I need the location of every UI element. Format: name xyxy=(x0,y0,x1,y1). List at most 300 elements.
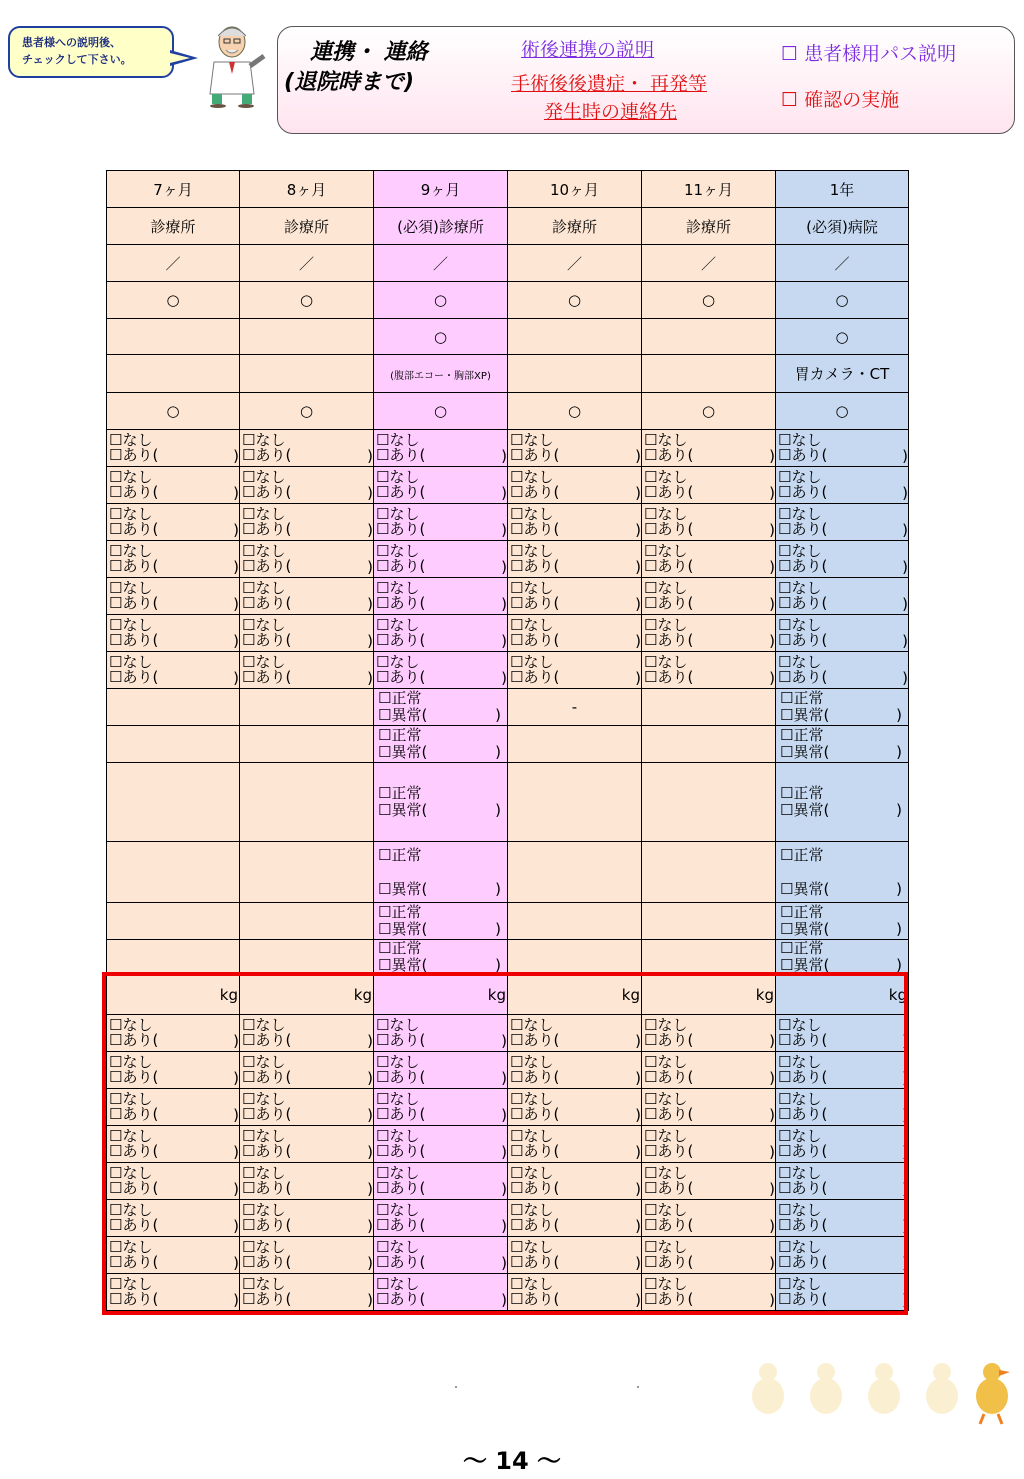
none-checkbox-label: ☐なし xyxy=(109,1016,153,1034)
exam-type-cell xyxy=(240,355,374,393)
paren-close: ) xyxy=(896,706,902,724)
yes-checkbox-label: ☐あり( xyxy=(376,446,426,464)
facility-label: 診療所 xyxy=(685,217,731,236)
yes-checkbox-label: ☐あり( xyxy=(242,446,292,464)
circle-cell xyxy=(508,393,642,430)
paren-close: ) xyxy=(367,1106,373,1124)
yes-checkbox-label: ☐あり( xyxy=(778,446,828,464)
none-checkbox-label: ☐なし xyxy=(376,542,420,560)
none-checkbox-label: ☐なし xyxy=(109,653,153,671)
paren-close: ) xyxy=(896,956,902,974)
paren-close: ) xyxy=(635,1291,641,1309)
none-checkbox-label: ☐なし xyxy=(778,616,822,634)
none-checkbox-label: ☐なし xyxy=(644,1053,688,1071)
none-checkbox-label: ☐なし xyxy=(242,468,286,486)
yes-checkbox-label: ☐あり( xyxy=(644,520,694,538)
circle-mark: ○ xyxy=(835,327,849,346)
none-checkbox-label: ☐なし xyxy=(376,1016,420,1034)
circle-mark: ○ xyxy=(166,402,180,420)
yes-checkbox-label: ☐あり( xyxy=(644,1179,694,1197)
none-checkbox-label: ☐なし xyxy=(376,1127,420,1145)
month-header xyxy=(107,171,240,208)
none-checkbox-label: ☐なし xyxy=(778,431,822,449)
slash-mark: ／ xyxy=(432,254,448,273)
none-yes-check-cell[interactable] xyxy=(642,430,776,467)
paren-close: ) xyxy=(501,1254,507,1272)
normal-checkbox-label: ☐正常 xyxy=(378,689,422,707)
yes-checkbox-label: ☐あり( xyxy=(778,557,828,575)
exam-type-cell xyxy=(776,355,909,393)
normal-abnormal-cell[interactable] xyxy=(374,689,508,726)
none-checkbox-label: ☐なし xyxy=(510,1053,554,1071)
none-yes-check-cell[interactable] xyxy=(374,578,508,615)
circle-mark: ○ xyxy=(299,291,314,309)
paren-close: ) xyxy=(635,1106,641,1124)
kg-unit: kg xyxy=(353,985,372,1004)
normal-abnormal-cell[interactable] xyxy=(776,726,909,763)
normal-abnormal-cell xyxy=(240,726,374,763)
yes-checkbox-label: ☐あり( xyxy=(510,483,560,501)
paren-close: ) xyxy=(635,1217,641,1235)
normal-abnormal-cell[interactable] xyxy=(374,940,508,975)
none-checkbox-label: ☐なし xyxy=(242,616,286,634)
abnormal-checkbox-label: ☐異常( xyxy=(780,706,830,724)
confirmation-checkbox[interactable]: ☐ 確認の実施 xyxy=(781,89,900,111)
paren-close: ) xyxy=(769,1032,775,1050)
normal-abnormal-cell xyxy=(107,903,240,940)
none-yes-check-cell[interactable] xyxy=(508,430,642,467)
slash-mark: ／ xyxy=(566,254,582,273)
none-checkbox-label: ☐なし xyxy=(109,1053,153,1071)
paren-close: ) xyxy=(367,595,373,613)
paren-close: ) xyxy=(501,484,507,502)
normal-abnormal-cell[interactable] xyxy=(776,842,909,903)
normal-abnormal-cell xyxy=(508,689,642,726)
paren-close: ) xyxy=(501,632,507,650)
none-yes-check-cell[interactable] xyxy=(642,541,776,578)
none-yes-check-cell[interactable] xyxy=(508,615,642,652)
none-yes-check-cell[interactable] xyxy=(107,615,240,652)
yes-checkbox-label: ☐あり( xyxy=(778,1179,828,1197)
paren-close: ) xyxy=(233,521,239,539)
none-yes-check-cell[interactable] xyxy=(508,541,642,578)
none-yes-check-cell[interactable] xyxy=(240,430,374,467)
none-checkbox-label: ☐なし xyxy=(109,579,153,597)
abnormal-checkbox-label: ☐異常( xyxy=(780,920,830,938)
yes-checkbox-label: ☐あり( xyxy=(510,668,560,686)
kg-unit: kg xyxy=(621,985,640,1004)
paren-close: ) xyxy=(635,1069,641,1087)
paren-close: ) xyxy=(635,669,641,687)
paren-close: ) xyxy=(769,447,775,465)
none-yes-check-cell[interactable] xyxy=(107,652,240,689)
none-yes-check-cell[interactable] xyxy=(107,430,240,467)
duck-illustration-icon xyxy=(740,1352,1020,1428)
postop-coordination-link[interactable]: 術後連携の説明 xyxy=(521,39,655,61)
none-checkbox-label: ☐なし xyxy=(510,431,554,449)
none-yes-check-cell[interactable] xyxy=(107,578,240,615)
abnormal-checkbox-label: ☐異常( xyxy=(378,743,428,761)
none-checkbox-label: ☐なし xyxy=(778,1164,822,1182)
doctor-illustration-icon xyxy=(196,22,268,108)
yes-checkbox-label: ☐あり( xyxy=(510,1216,560,1234)
paren-close: ) xyxy=(501,1032,507,1050)
normal-abnormal-cell[interactable] xyxy=(776,903,909,940)
yes-checkbox-label: ☐あり( xyxy=(510,446,560,464)
paren-close: ) xyxy=(233,1069,239,1087)
none-checkbox-label: ☐なし xyxy=(510,1238,554,1256)
circle-mark: ○ xyxy=(166,291,180,309)
none-checkbox-label: ☐なし xyxy=(242,1201,286,1219)
month-header xyxy=(776,171,909,208)
none-checkbox-label: ☐なし xyxy=(510,1275,554,1293)
paren-close: ) xyxy=(902,1291,908,1309)
none-checkbox-label: ☐なし xyxy=(242,542,286,560)
none-yes-check-cell[interactable] xyxy=(776,430,909,467)
yes-checkbox-label: ☐あり( xyxy=(644,631,694,649)
paren-close: ) xyxy=(233,669,239,687)
yes-checkbox-label: ☐あり( xyxy=(109,557,159,575)
yes-checkbox-label: ☐あり( xyxy=(510,631,560,649)
yes-checkbox-label: ☐あり( xyxy=(510,594,560,612)
yes-checkbox-label: ☐あり( xyxy=(376,1179,426,1197)
paren-close: ) xyxy=(635,447,641,465)
paren-close: ) xyxy=(367,1143,373,1161)
none-checkbox-label: ☐なし xyxy=(510,1201,554,1219)
yes-checkbox-label: ☐あり( xyxy=(376,1142,426,1160)
kg-unit: kg xyxy=(487,985,506,1004)
none-checkbox-label: ☐なし xyxy=(778,1275,822,1293)
none-checkbox-label: ☐なし xyxy=(242,1238,286,1256)
normal-abnormal-cell[interactable] xyxy=(374,763,508,842)
normal-abnormal-cell[interactable] xyxy=(374,726,508,763)
yes-checkbox-label: ☐あり( xyxy=(242,1105,292,1123)
paren-close: ) xyxy=(896,920,902,938)
none-checkbox-label: ☐なし xyxy=(644,1090,688,1108)
normal-checkbox-label: ☐正常 xyxy=(780,726,824,744)
highlight-frame xyxy=(102,972,908,1315)
yes-checkbox-label: ☐あり( xyxy=(242,1068,292,1086)
none-yes-check-cell[interactable] xyxy=(107,504,240,541)
yes-checkbox-label: ☐あり( xyxy=(242,483,292,501)
circle-cell xyxy=(776,393,909,430)
complication-contact-link[interactable]: 手術後後遺症・ 再発等 xyxy=(511,73,708,95)
paren-close: ) xyxy=(769,558,775,576)
circle-mark: ○ xyxy=(433,402,448,420)
none-yes-check-cell[interactable] xyxy=(642,504,776,541)
none-checkbox-label: ☐なし xyxy=(109,1127,153,1145)
yes-checkbox-label: ☐あり( xyxy=(376,1105,426,1123)
none-yes-check-cell[interactable] xyxy=(642,467,776,504)
abnormal-checkbox-label: ☐異常( xyxy=(780,743,830,761)
circle-cell xyxy=(642,282,776,319)
paren-close: ) xyxy=(367,558,373,576)
slash-cell xyxy=(240,245,374,282)
paren-close: ) xyxy=(896,743,902,761)
paren-close: ) xyxy=(769,632,775,650)
none-checkbox-label: ☐なし xyxy=(644,1016,688,1034)
none-yes-check-cell[interactable] xyxy=(776,541,909,578)
paren-close: ) xyxy=(902,1254,908,1272)
yes-checkbox-label: ☐あり( xyxy=(109,1216,159,1234)
none-yes-check-cell[interactable] xyxy=(776,615,909,652)
none-yes-check-cell[interactable] xyxy=(107,541,240,578)
circle-mark: ○ xyxy=(567,402,582,420)
normal-abnormal-cell xyxy=(508,903,642,940)
slash-cell xyxy=(374,245,508,282)
kg-unit: kg xyxy=(219,985,238,1004)
none-checkbox-label: ☐なし xyxy=(242,1275,286,1293)
yes-checkbox-label: ☐あり( xyxy=(510,1105,560,1123)
normal-abnormal-cell[interactable] xyxy=(776,763,909,842)
none-yes-check-cell[interactable] xyxy=(508,652,642,689)
none-yes-check-cell[interactable] xyxy=(508,578,642,615)
none-checkbox-label: ☐なし xyxy=(644,579,688,597)
yes-checkbox-label: ☐あり( xyxy=(510,557,560,575)
yes-checkbox-label: ☐あり( xyxy=(644,483,694,501)
yes-checkbox-label: ☐あり( xyxy=(109,1142,159,1160)
yes-checkbox-label: ☐あり( xyxy=(778,1068,828,1086)
yes-checkbox-label: ☐あり( xyxy=(376,1253,426,1271)
paren-close: ) xyxy=(233,632,239,650)
none-yes-check-cell[interactable] xyxy=(240,467,374,504)
yes-checkbox-label: ☐あり( xyxy=(510,520,560,538)
yes-checkbox-label: ☐あり( xyxy=(242,1290,292,1308)
none-checkbox-label: ☐なし xyxy=(376,1238,420,1256)
exam-required-cell xyxy=(642,319,776,355)
none-yes-check-cell[interactable] xyxy=(776,467,909,504)
paren-close: ) xyxy=(769,521,775,539)
none-yes-check-cell[interactable] xyxy=(107,467,240,504)
none-checkbox-label: ☐なし xyxy=(510,1164,554,1182)
none-checkbox-label: ☐なし xyxy=(644,1275,688,1293)
none-yes-check-cell[interactable] xyxy=(508,467,642,504)
yes-checkbox-label: ☐あり( xyxy=(109,1068,159,1086)
paren-close: ) xyxy=(635,1032,641,1050)
month-label: 11ヶ月 xyxy=(683,180,734,199)
paren-close: ) xyxy=(896,879,902,898)
circle-cell xyxy=(776,282,909,319)
normal-abnormal-cell[interactable] xyxy=(374,842,508,903)
yes-checkbox-label: ☐あり( xyxy=(644,446,694,464)
none-checkbox-label: ☐なし xyxy=(644,1164,688,1182)
month-header xyxy=(374,171,508,208)
exam-required-cell xyxy=(107,319,240,355)
none-checkbox-label: ☐なし xyxy=(242,1016,286,1034)
yes-checkbox-label: ☐あり( xyxy=(644,1105,694,1123)
yes-checkbox-label: ☐あり( xyxy=(242,1179,292,1197)
circle-cell xyxy=(374,282,508,319)
slash-mark: ／ xyxy=(298,254,314,273)
paren-close: ) xyxy=(902,1217,908,1235)
yes-checkbox-label: ☐あり( xyxy=(376,1216,426,1234)
paren-close: ) xyxy=(769,1217,775,1235)
yes-checkbox-label: ☐あり( xyxy=(510,1290,560,1308)
yes-checkbox-label: ☐あり( xyxy=(778,520,828,538)
paren-close: ) xyxy=(233,1217,239,1235)
yes-checkbox-label: ☐あり( xyxy=(376,631,426,649)
paren-close: ) xyxy=(501,669,507,687)
none-checkbox-label: ☐なし xyxy=(778,1016,822,1034)
none-yes-check-cell[interactable] xyxy=(374,615,508,652)
paren-close: ) xyxy=(902,447,908,465)
facility-label: (必須)診療所 xyxy=(397,217,484,236)
patient-path-checkbox[interactable]: ☐ 患者様用パス説明 xyxy=(781,43,957,65)
paren-close: ) xyxy=(635,1143,641,1161)
paren-close: ) xyxy=(635,1180,641,1198)
yes-checkbox-label: ☐あり( xyxy=(242,520,292,538)
none-yes-check-cell[interactable] xyxy=(642,652,776,689)
paren-close: ) xyxy=(635,558,641,576)
paren-close: ) xyxy=(495,706,501,724)
facility-cell xyxy=(107,208,240,245)
none-checkbox-label: ☐なし xyxy=(644,653,688,671)
none-yes-check-cell[interactable] xyxy=(642,615,776,652)
exam-required-cell xyxy=(240,319,374,355)
none-checkbox-label: ☐なし xyxy=(109,616,153,634)
paren-close: ) xyxy=(367,447,373,465)
none-checkbox-label: ☐なし xyxy=(376,653,420,671)
paren-close: ) xyxy=(233,1106,239,1124)
none-yes-check-cell[interactable] xyxy=(374,652,508,689)
none-yes-check-cell[interactable] xyxy=(642,578,776,615)
none-yes-check-cell[interactable] xyxy=(240,615,374,652)
none-yes-check-cell[interactable] xyxy=(240,578,374,615)
facility-label: (必須)病院 xyxy=(806,217,878,236)
yes-checkbox-label: ☐あり( xyxy=(644,1216,694,1234)
paren-close: ) xyxy=(233,1143,239,1161)
yes-checkbox-label: ☐あり( xyxy=(510,1068,560,1086)
none-checkbox-label: ☐なし xyxy=(778,1201,822,1219)
none-checkbox-label: ☐なし xyxy=(778,653,822,671)
none-checkbox-label: ☐なし xyxy=(778,1053,822,1071)
facility-cell xyxy=(374,208,508,245)
none-checkbox-label: ☐なし xyxy=(109,1201,153,1219)
none-yes-check-cell[interactable] xyxy=(776,652,909,689)
paren-close: ) xyxy=(896,801,902,819)
yes-checkbox-label: ☐あり( xyxy=(778,1253,828,1271)
normal-abnormal-cell xyxy=(508,940,642,975)
paren-close: ) xyxy=(769,669,775,687)
yes-checkbox-label: ☐あり( xyxy=(376,1068,426,1086)
circle-cell xyxy=(374,393,508,430)
none-yes-check-cell[interactable] xyxy=(374,504,508,541)
paren-close: ) xyxy=(501,1069,507,1087)
facility-cell xyxy=(508,208,642,245)
abnormal-checkbox-label: ☐異常( xyxy=(378,706,428,724)
yes-checkbox-label: ☐あり( xyxy=(778,631,828,649)
paren-close: ) xyxy=(769,1143,775,1161)
circle-mark: ○ xyxy=(701,291,716,309)
normal-abnormal-cell xyxy=(240,763,374,842)
yes-checkbox-label: ☐あり( xyxy=(242,1142,292,1160)
normal-abnormal-cell[interactable] xyxy=(776,689,909,726)
paren-close: ) xyxy=(902,669,908,687)
none-checkbox-label: ☐なし xyxy=(109,505,153,523)
none-yes-check-cell[interactable] xyxy=(374,430,508,467)
paren-close: ) xyxy=(233,447,239,465)
abnormal-checkbox-label: ☐異常( xyxy=(378,879,428,898)
circle-mark: ○ xyxy=(701,402,716,420)
yes-checkbox-label: ☐あり( xyxy=(778,1031,828,1049)
none-yes-check-cell[interactable] xyxy=(240,652,374,689)
normal-checkbox-label: ☐正常 xyxy=(780,784,824,802)
none-checkbox-label: ☐なし xyxy=(778,1238,822,1256)
none-checkbox-label: ☐なし xyxy=(376,1053,420,1071)
normal-abnormal-cell xyxy=(508,726,642,763)
normal-abnormal-cell xyxy=(107,689,240,726)
none-yes-check-cell[interactable] xyxy=(240,504,374,541)
none-checkbox-label: ☐なし xyxy=(510,616,554,634)
none-checkbox-label: ☐なし xyxy=(644,542,688,560)
facility-cell xyxy=(776,208,909,245)
none-yes-check-cell[interactable] xyxy=(508,504,642,541)
yes-checkbox-label: ☐あり( xyxy=(242,1216,292,1234)
kg-unit: kg xyxy=(755,985,774,1004)
yes-checkbox-label: ☐あり( xyxy=(376,668,426,686)
slash-cell xyxy=(642,245,776,282)
none-checkbox-label: ☐なし xyxy=(242,653,286,671)
month-label: 9ヶ月 xyxy=(420,180,461,199)
normal-abnormal-cell[interactable] xyxy=(776,940,909,975)
facility-cell xyxy=(642,208,776,245)
paren-close: ) xyxy=(367,1254,373,1272)
normal-checkbox-label: ☐正常 xyxy=(378,845,422,864)
paren-close: ) xyxy=(367,632,373,650)
paren-close: ) xyxy=(367,484,373,502)
normal-abnormal-cell[interactable] xyxy=(374,903,508,940)
paren-close: ) xyxy=(367,1032,373,1050)
none-checkbox-label: ☐なし xyxy=(510,579,554,597)
circle-mark: ○ xyxy=(299,402,314,420)
none-checkbox-label: ☐なし xyxy=(778,505,822,523)
none-checkbox-label: ☐なし xyxy=(242,431,286,449)
paren-close: ) xyxy=(769,595,775,613)
none-yes-check-cell[interactable] xyxy=(374,541,508,578)
yes-checkbox-label: ☐あり( xyxy=(109,1179,159,1197)
paren-close: ) xyxy=(501,1217,507,1235)
none-yes-check-cell[interactable] xyxy=(776,578,909,615)
complication-contact-link-line2[interactable]: 発生時の連絡先 xyxy=(544,101,678,123)
yes-checkbox-label: ☐あり( xyxy=(778,1105,828,1123)
yes-checkbox-label: ☐あり( xyxy=(109,446,159,464)
normal-abnormal-cell xyxy=(240,689,374,726)
none-yes-check-cell[interactable] xyxy=(776,504,909,541)
paren-close: ) xyxy=(233,1254,239,1272)
none-yes-check-cell[interactable] xyxy=(240,541,374,578)
none-checkbox-label: ☐なし xyxy=(376,1201,420,1219)
yes-checkbox-label: ☐あり( xyxy=(109,631,159,649)
none-checkbox-label: ☐なし xyxy=(510,1016,554,1034)
exam-required-cell xyxy=(508,319,642,355)
exam-type-cell xyxy=(107,355,240,393)
yes-checkbox-label: ☐あり( xyxy=(109,1031,159,1049)
month-header xyxy=(642,171,776,208)
banner-subtitle: (退院時まで) xyxy=(284,70,415,95)
normal-abnormal-cell xyxy=(508,842,642,903)
paren-close: ) xyxy=(635,484,641,502)
instruction-bubble xyxy=(8,26,174,78)
none-checkbox-label: ☐なし xyxy=(644,431,688,449)
paren-close: ) xyxy=(769,1291,775,1309)
none-checkbox-label: ☐なし xyxy=(242,579,286,597)
abnormal-checkbox-label: ☐異常( xyxy=(378,801,428,819)
none-yes-check-cell[interactable] xyxy=(374,467,508,504)
none-checkbox-label: ☐なし xyxy=(778,1090,822,1108)
paren-close: ) xyxy=(769,1069,775,1087)
slash-cell xyxy=(508,245,642,282)
yes-checkbox-label: ☐あり( xyxy=(644,557,694,575)
